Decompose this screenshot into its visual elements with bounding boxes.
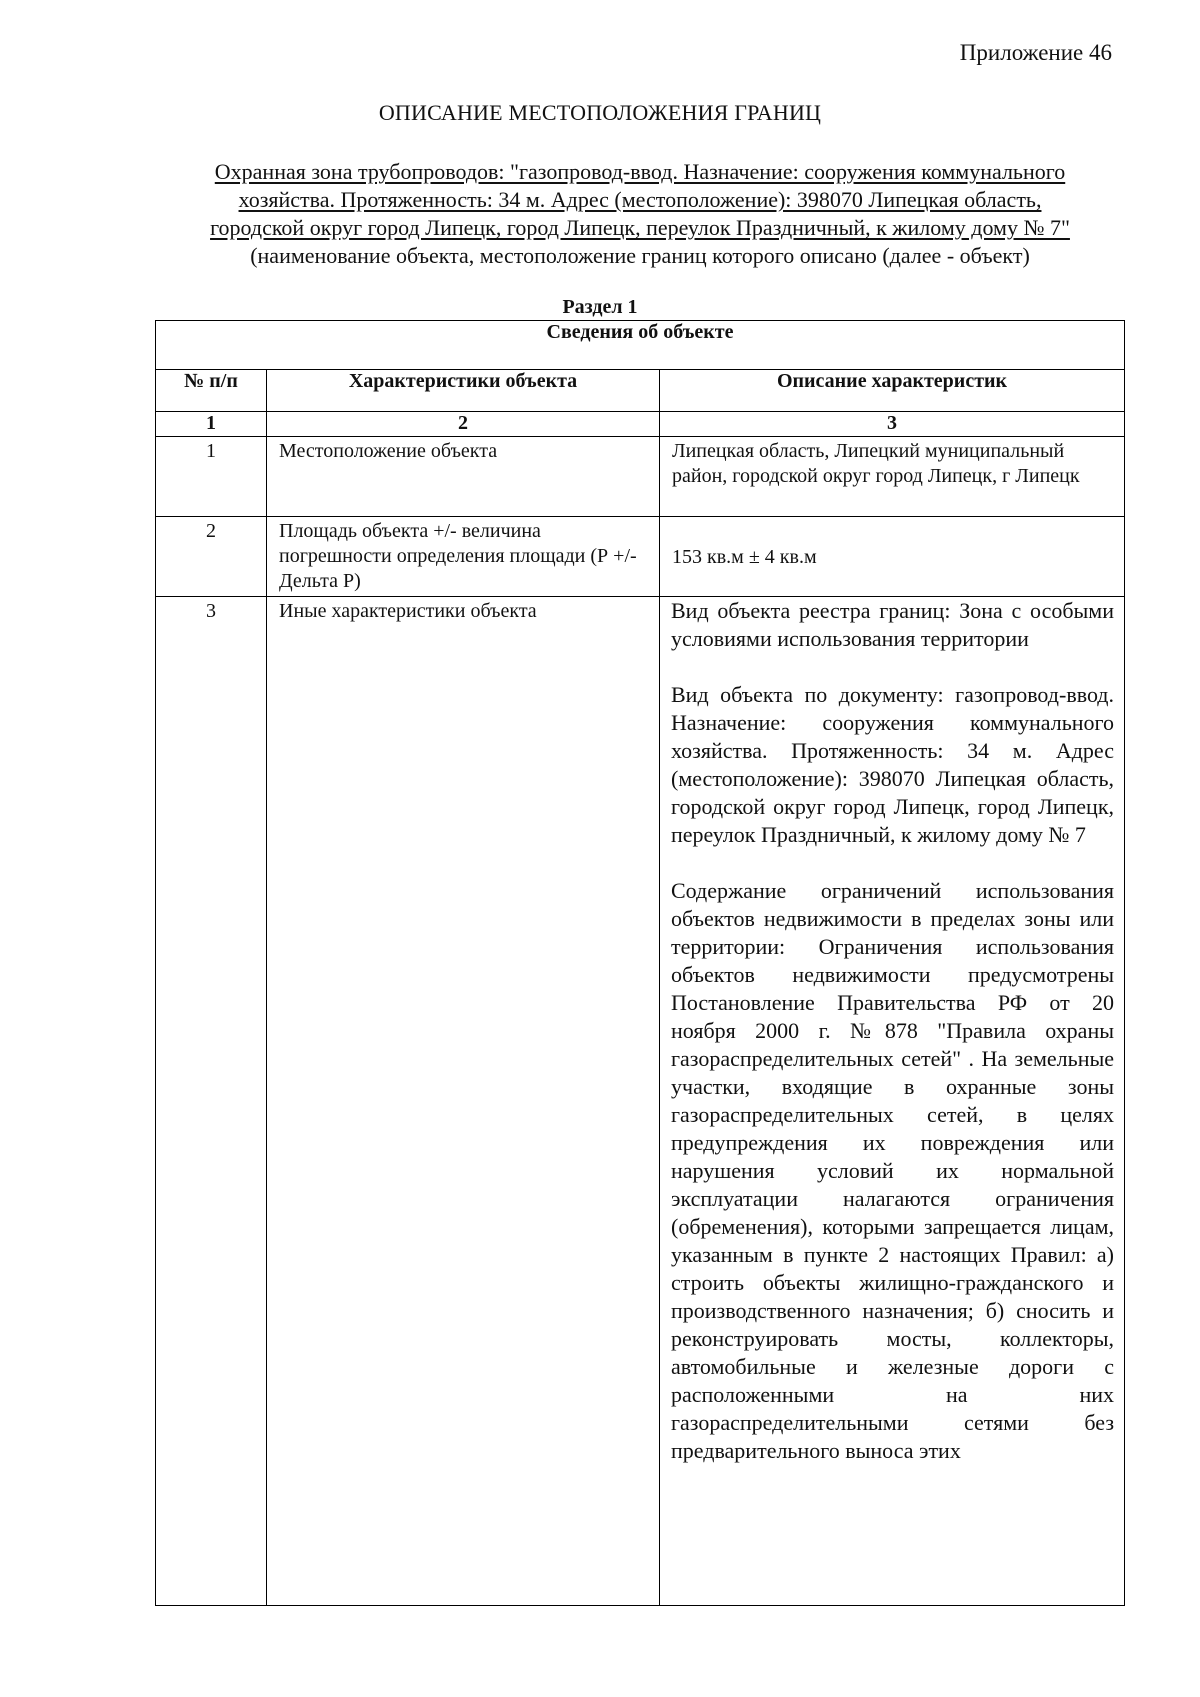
row-number: 2 <box>156 517 267 597</box>
appendix-label: Приложение 46 <box>959 40 1112 65</box>
description-paragraph: Вид объекта реестра границ: Зона с особыми условиями использования территории <box>671 598 1115 651</box>
object-name-line-1: Охранная зона трубопроводов: "газопровод-ввод. Назначение: сооружения коммунального <box>214 159 1066 184</box>
description-paragraph: Вид объекта по документу: газопровод-ввод. Назначение: сооружения коммунального хозяйства. Протяженность: 34 м. Адрес (местоположение): 398070 Липецкая область, городской округ город Липецк, город Липецк, переулок Праздничный, к жилому дому № 7 <box>671 682 1115 847</box>
column-number-2: 2 <box>267 412 660 437</box>
table-caption: Сведения об объекте <box>156 321 1125 370</box>
row-number: 1 <box>156 437 267 517</box>
object-caption: (наименование объекта, местоположение границ которого описано (далее - объект) <box>250 243 1030 268</box>
row-number: 3 <box>156 597 267 1606</box>
table-row <box>156 597 1125 1606</box>
description-paragraph: Содержание ограничений использования объектов недвижимости в пределах зоны или территории: Ограничения использования объектов недвижимости предусмотрены Постановление Правительства РФ от 20 ноября 2000 г. №878 "Правила охраны газораспределительных сетей" . На земельные участки, входящие в охранные зоны газораспределительных сетей, в целях предупреждения их повреждения или нарушения условий их нормальной эксплуатации налагаются ограничения (обременения), которыми запрещается лицам, указанным в пункте 2 настоящих Правил: а) строить объекты жилищно-гражданского и производственного назначения; б) сносить и реконструировать мосты, коллекторы, автомобильные и железные дороги с расположенными на них газораспределительными сетями без предварительного выноса этих <box>671 878 1115 1463</box>
row-characteristic: Иные характеристики объекта <box>267 597 660 1606</box>
table-caption-row <box>156 321 1125 370</box>
column-number-1: 1 <box>156 412 267 437</box>
row-description <box>660 597 1125 1606</box>
row-description: 153 кв.м ± 4 кв.м <box>660 517 1125 597</box>
column-header-number: № п/п <box>156 370 267 412</box>
table-header-row <box>156 370 1125 412</box>
row-characteristic: Местоположение объекта <box>267 437 660 517</box>
column-number-3: 3 <box>660 412 1125 437</box>
table-row <box>156 437 1125 517</box>
object-name-line-3: городской округ город Липецк, город Липецк, переулок Праздничный, к жилому дому № 7" <box>210 215 1070 240</box>
document-title: ОПИСАНИЕ МЕСТОПОЛОЖЕНИЯ ГРАНИЦ <box>378 100 822 125</box>
section-title: Раздел 1 <box>562 296 638 318</box>
column-numbers-row <box>156 412 1125 437</box>
object-name <box>140 158 1140 242</box>
object-info-table <box>155 320 1125 1606</box>
object-name-line-2: хозяйства. Протяженность: 34 м. Адрес (местоположение): 398070 Липецкая область, <box>238 187 1042 212</box>
row-description: Липецкая область, Липецкий муниципальный район, городской округ город Липецк, г Липецк <box>660 437 1125 517</box>
row-characteristic: Площадь объекта +/- величина погрешности определения площади (Р +/- Дельта Р) <box>267 517 660 597</box>
table-row <box>156 517 1125 597</box>
column-header-description: Описание характеристик <box>660 370 1125 412</box>
column-header-characteristic: Характеристики объекта <box>267 370 660 412</box>
